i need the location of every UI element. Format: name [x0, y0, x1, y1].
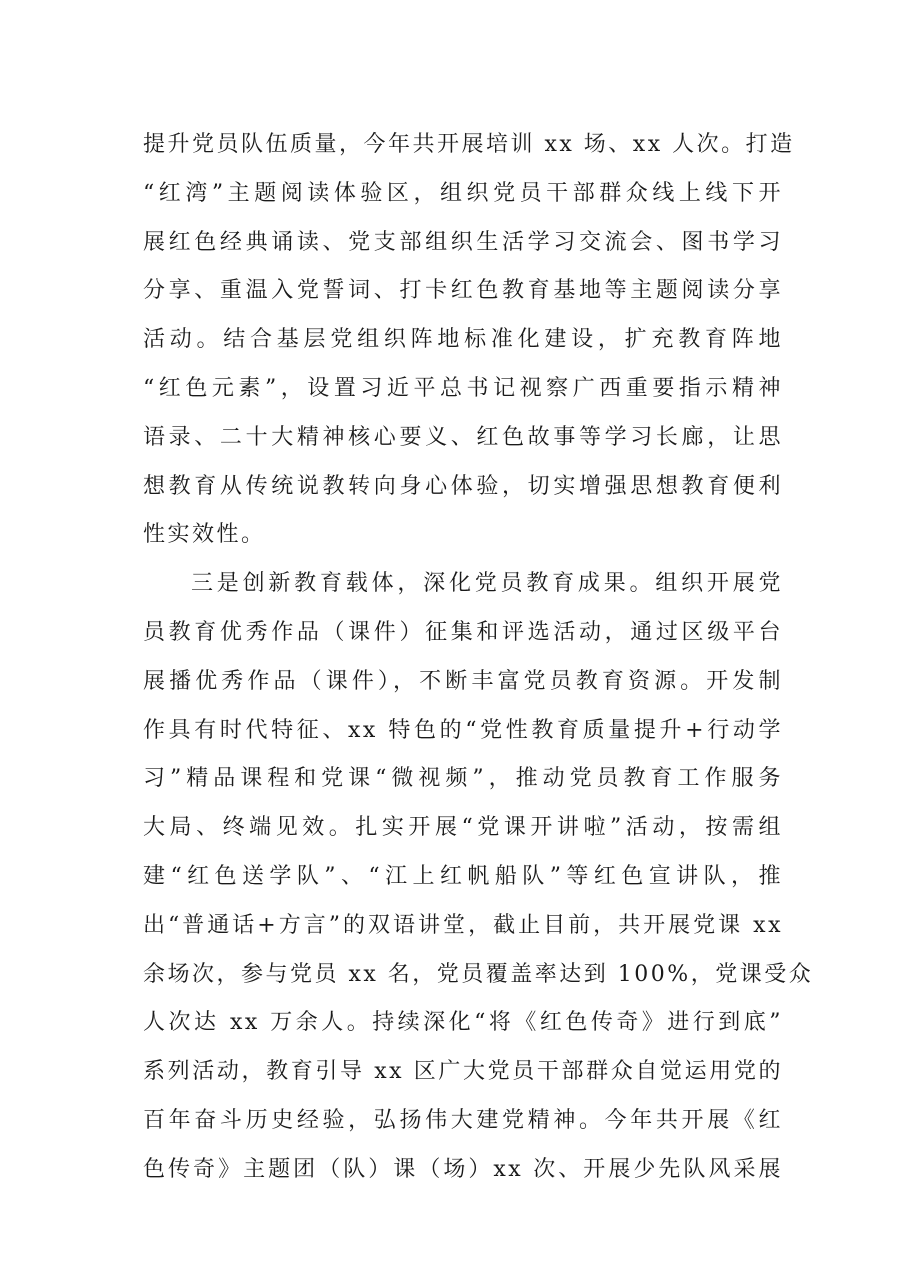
text-line: 百年奋斗历史经验，弘扬伟大建党精神。今年共开展《红 — [143, 1107, 783, 1133]
text-line: “红湾”主题阅读体验区，组织党员干部群众线上线下开 — [143, 180, 783, 206]
text-line: 建“红色送学队”、“江上红帆船队”等红色宣讲队，推 — [143, 863, 783, 889]
text-line: 作具有时代特征、xx 特色的“党性教育质量提升+行动学 — [143, 717, 783, 743]
text-line: 人次达 xx 万余人。持续深化“将《红色传奇》进行到底” — [143, 1010, 783, 1036]
text-line: “红色元素”，设置习近平总书记视察广西重要指示精神 — [143, 375, 783, 401]
text-line: 展红色经典诵读、党支部组织生活学习交流会、图书学习 — [143, 229, 783, 255]
text-line: 员教育优秀作品（课件）征集和评选活动，通过区级平台 — [143, 619, 783, 645]
text-line: 活动。结合基层党组织阵地标准化建设，扩充教育阵地 — [143, 327, 783, 353]
text-line: 习”精品课程和党课“微视频”，推动党员教育工作服务 — [143, 766, 783, 792]
text-line: 性实效性。 — [143, 522, 266, 548]
text-line: 系列活动，教育引导 xx 区广大党员干部群众自觉运用党的 — [143, 1059, 783, 1085]
text-line: 出“普通话+方言”的双语讲堂，截止目前，共开展党课 xx — [143, 912, 783, 938]
text-line: 语录、二十大精神核心要义、红色故事等学习长廊，让思 — [143, 424, 783, 450]
text-line: 展播优秀作品（课件），不断丰富党员教育资源。开发制 — [143, 668, 783, 694]
text-line: 分享、重温入党誓词、打卡红色教育基地等主题阅读分享 — [143, 278, 783, 304]
text-line: 色传奇》主题团（队）课（场）xx 次、开展少先队风采展 — [143, 1156, 783, 1182]
text-line: 大局、终端见效。扎实开展“党课开讲啦”活动，按需组 — [143, 815, 783, 841]
text-line: 提升党员队伍质量，今年共开展培训 xx 场、xx 人次。打造 — [143, 132, 795, 157]
paragraph-first-line: 三是创新教育载体，深化党员教育成果。组织开展党 — [191, 571, 783, 597]
text-line: 想教育从传统说教转向身心体验，切实增强思想教育便利 — [143, 473, 783, 499]
body-text — [143, 121, 814, 1195]
text-line: 余场次，参与党员 xx 名，党员覆盖率达到 100%，党课受众 — [143, 961, 814, 987]
